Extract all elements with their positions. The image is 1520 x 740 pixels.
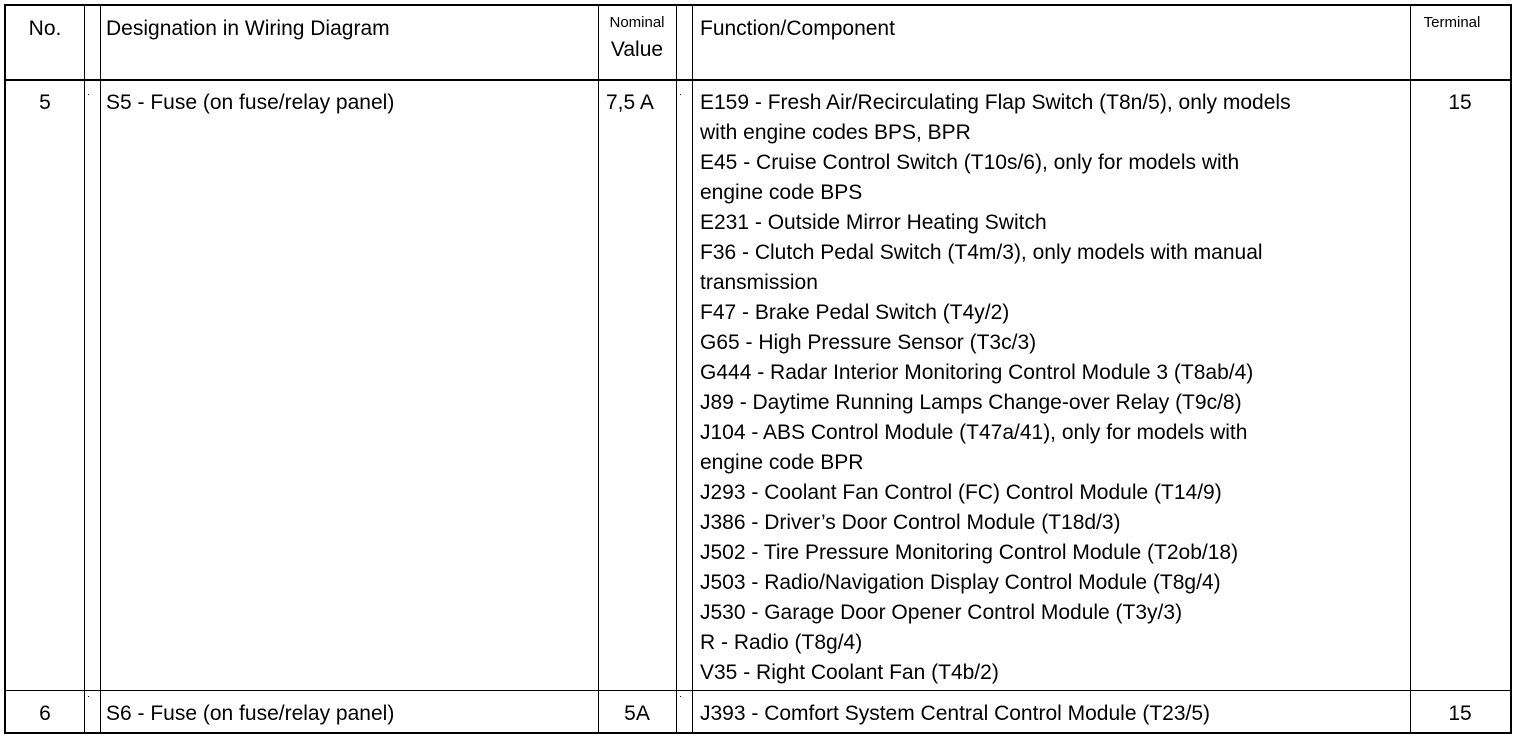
- function-line: transmission: [700, 271, 818, 294]
- row-6-terminal: 15: [1448, 702, 1472, 725]
- row-6-functions: [700, 699, 1210, 729]
- col-divider: [692, 6, 693, 732]
- function-line: J104 - ABS Control Module (T47a/41), only for models with: [700, 421, 1248, 444]
- row-divider: [6, 690, 1510, 691]
- spacer-dot: [88, 94, 89, 95]
- row-5-functions: [700, 88, 1291, 688]
- function-line: J89 - Daytime Running Lamps Change-over Relay (T9c/8): [700, 391, 1242, 414]
- header-nominal-top: Nominal: [609, 14, 665, 31]
- row-5-designation: S5 - Fuse (on fuse/relay panel): [106, 91, 395, 114]
- row-5-no: 5: [39, 91, 51, 114]
- function-line: J530 - Garage Door Opener Control Module (T3y/3): [700, 601, 1183, 624]
- function-line: J386 - Driver’s Door Control Module (T18d/3): [700, 511, 1121, 534]
- col-divider: [84, 6, 85, 732]
- fuse-table: [4, 4, 1512, 734]
- header-terminal: Terminal: [1423, 14, 1481, 31]
- function-list: [700, 88, 1291, 688]
- spacer-dot: [680, 94, 681, 95]
- function-line: G444 - Radar Interior Monitoring Control Module 3 (T8ab/4): [700, 361, 1254, 384]
- function-line: G65 - High Pressure Sensor (T3c/3): [700, 331, 1037, 354]
- col-divider: [676, 6, 677, 732]
- spacer-dot: [680, 696, 681, 697]
- function-line: engine code BPS: [700, 181, 863, 204]
- function-line: J503 - Radio/Navigation Display Control Module (T8g/4): [700, 571, 1221, 594]
- col-divider: [100, 6, 101, 732]
- function-line: F36 - Clutch Pedal Switch (T4m/3), only models with manual: [700, 241, 1263, 264]
- spacer-dot: [88, 696, 89, 697]
- row-6-designation: S6 - Fuse (on fuse/relay panel): [106, 702, 395, 725]
- row-6-value: 5A: [624, 702, 650, 725]
- header-no: No.: [28, 17, 62, 40]
- function-line: J502 - Tire Pressure Monitoring Control Module (T2ob/18): [700, 541, 1239, 564]
- function-line: R - Radio (T8g/4): [700, 631, 863, 654]
- function-line: engine code BPR: [700, 451, 864, 474]
- function-line: E159 - Fresh Air/Recirculating Flap Switch (T8n/5), only models: [700, 91, 1291, 114]
- row-6-no: 6: [39, 702, 51, 725]
- function-line: J293 - Coolant Fan Control (FC) Control Module (T14/9): [700, 481, 1222, 504]
- header-function: Function/Component: [700, 17, 895, 40]
- function-line: E231 - Outside Mirror Heating Switch: [700, 211, 1047, 234]
- function-line: E45 - Cruise Control Switch (T10s/6), only for models with: [700, 151, 1240, 174]
- col-divider: [598, 6, 599, 732]
- function-line: with engine codes BPS, BPR: [700, 121, 971, 144]
- header-nominal-bottom: Value: [610, 38, 664, 61]
- row-5-terminal: 15: [1448, 91, 1472, 114]
- function-list: [700, 699, 1210, 729]
- header-divider: [6, 79, 1510, 81]
- header-designation: Designation in Wiring Diagram: [106, 17, 390, 40]
- function-line: J393 - Comfort System Central Control Module (T23/5): [700, 702, 1211, 725]
- row-5-value: 7,5 A: [606, 91, 654, 114]
- function-line: F47 - Brake Pedal Switch (T4y/2): [700, 301, 1010, 324]
- function-line: V35 - Right Coolant Fan (T4b/2): [700, 661, 999, 684]
